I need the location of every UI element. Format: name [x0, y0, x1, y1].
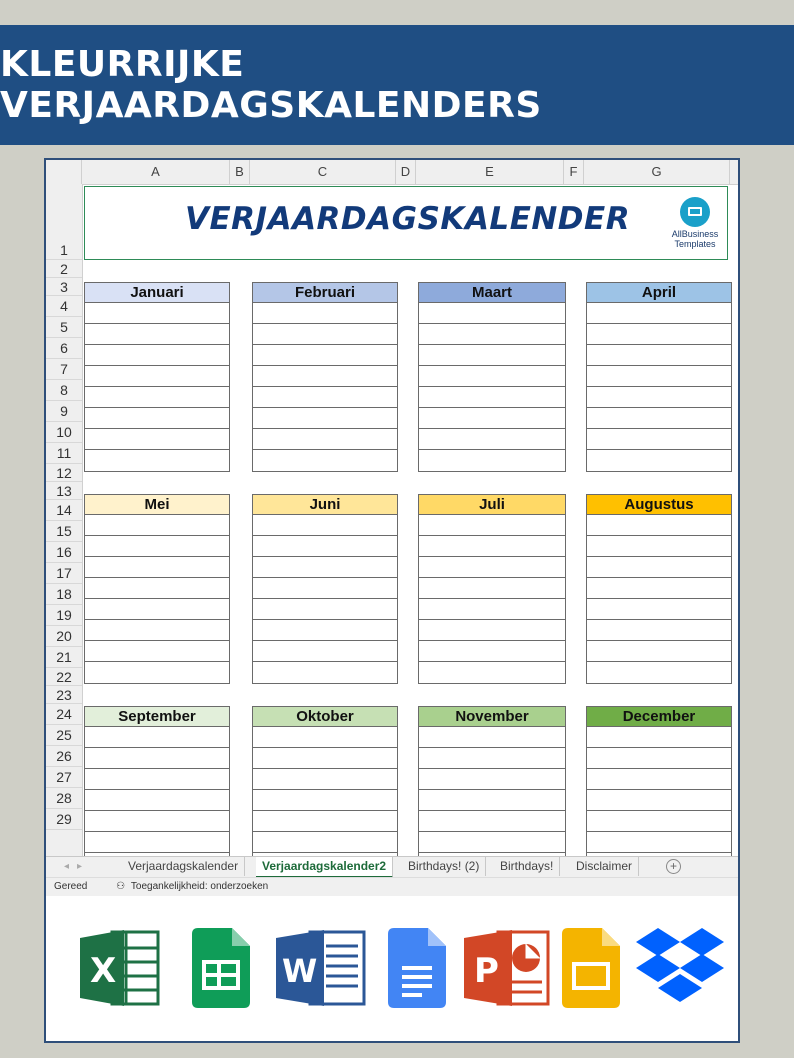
- month-header[interactable]: Augustus: [587, 495, 731, 515]
- month-entry-cell[interactable]: [419, 620, 565, 641]
- month-entry-cell[interactable]: [419, 366, 565, 387]
- tab-verjaardagskalender2[interactable]: Verjaardagskalender2: [256, 857, 393, 878]
- month-entry-cell[interactable]: [587, 303, 731, 324]
- row-header-14[interactable]: 14: [46, 500, 82, 521]
- month-entry-cell[interactable]: [253, 578, 397, 599]
- month-entry-cell[interactable]: [253, 450, 397, 471]
- month-header[interactable]: April: [587, 283, 731, 303]
- month-entry-cell[interactable]: [253, 599, 397, 620]
- month-entry-cell[interactable]: [85, 387, 229, 408]
- add-sheet-icon[interactable]: +: [666, 859, 681, 874]
- month-header[interactable]: Juli: [419, 495, 565, 515]
- month-entry-cell[interactable]: [587, 832, 731, 853]
- month-block-april[interactable]: [586, 282, 732, 472]
- month-header[interactable]: Oktober: [253, 707, 397, 727]
- row-header-20[interactable]: 20: [46, 626, 82, 647]
- row-header-17[interactable]: 17: [46, 563, 82, 584]
- row-header-26[interactable]: 26: [46, 746, 82, 767]
- excel-icon: [78, 926, 162, 1010]
- month-entry-cell[interactable]: [419, 408, 565, 429]
- month-entry-cell[interactable]: [253, 727, 397, 748]
- month-entry-cell[interactable]: [253, 303, 397, 324]
- month-entry-cell[interactable]: [419, 727, 565, 748]
- month-entry-cell[interactable]: [85, 366, 229, 387]
- month-entry-cell[interactable]: [85, 748, 229, 769]
- month-entry-cell[interactable]: [587, 599, 731, 620]
- tab-birthdays-2[interactable]: Birthdays! (2): [402, 857, 486, 876]
- month-entry-cell[interactable]: [587, 324, 731, 345]
- month-entry-cell[interactable]: [85, 557, 229, 578]
- month-entry-cell[interactable]: [587, 727, 731, 748]
- svg-text:P: P: [474, 951, 499, 991]
- month-block-mei[interactable]: [84, 494, 230, 684]
- spreadsheet-screenshot: [44, 158, 740, 1043]
- month-entry-cell[interactable]: [85, 303, 229, 324]
- month-block-juli[interactable]: [418, 494, 566, 684]
- row-header-15[interactable]: 15: [46, 521, 82, 542]
- month-entry-cell[interactable]: [253, 536, 397, 557]
- row-header-7[interactable]: 7: [46, 359, 82, 380]
- month-entry-cell[interactable]: [253, 641, 397, 662]
- month-entry-cell[interactable]: [85, 620, 229, 641]
- month-entry-cell[interactable]: [587, 429, 731, 450]
- month-entry-cell[interactable]: [253, 324, 397, 345]
- accessibility-icon[interactable]: ⚇: [116, 881, 126, 892]
- row-header-12[interactable]: 12: [46, 464, 82, 482]
- tab-verjaardagskalender[interactable]: Verjaardagskalender: [122, 857, 245, 876]
- month-entry-cell[interactable]: [419, 578, 565, 599]
- tab-scroll-arrows[interactable]: ◂▸: [64, 861, 91, 872]
- month-entry-cell[interactable]: [85, 345, 229, 366]
- row-header-10[interactable]: 10: [46, 422, 82, 443]
- month-entry-cell[interactable]: [419, 345, 565, 366]
- month-entry-cell[interactable]: [253, 832, 397, 853]
- column-header-b[interactable]: B: [230, 160, 250, 184]
- month-entry-cell[interactable]: [85, 536, 229, 557]
- month-block-juni[interactable]: [252, 494, 398, 684]
- month-header[interactable]: Februari: [253, 283, 397, 303]
- banner: [0, 25, 794, 145]
- row-header-21[interactable]: 21: [46, 647, 82, 668]
- month-entry-cell[interactable]: [253, 662, 397, 683]
- month-entry-cell[interactable]: [85, 769, 229, 790]
- google-docs-icon: [386, 928, 448, 1008]
- laptop-icon: [680, 197, 710, 227]
- month-entry-cell[interactable]: [587, 620, 731, 641]
- month-entry-cell[interactable]: [419, 303, 565, 324]
- month-entry-cell[interactable]: [85, 578, 229, 599]
- month-entry-cell[interactable]: [419, 832, 565, 853]
- month-entry-cell[interactable]: [419, 515, 565, 536]
- row-header-2[interactable]: 2: [46, 260, 82, 278]
- month-entry-cell[interactable]: [587, 578, 731, 599]
- row-header-25[interactable]: 25: [46, 725, 82, 746]
- month-block-januari[interactable]: [84, 282, 230, 472]
- row-header-11[interactable]: 11: [46, 443, 82, 464]
- month-entry-cell[interactable]: [419, 790, 565, 811]
- month-entry-cell[interactable]: [253, 769, 397, 790]
- month-entry-cell[interactable]: [85, 429, 229, 450]
- svg-text:W: W: [282, 952, 318, 990]
- month-entry-cell[interactable]: [419, 557, 565, 578]
- status-accessibility[interactable]: Toegankelijkheid: onderzoeken: [130, 881, 269, 892]
- month-header[interactable]: September: [85, 707, 229, 727]
- month-entry-cell[interactable]: [253, 515, 397, 536]
- month-entry-cell[interactable]: [85, 790, 229, 811]
- month-header[interactable]: Mei: [85, 495, 229, 515]
- sheet-tabs-bar: [46, 856, 738, 877]
- month-block-maart[interactable]: [418, 282, 566, 472]
- column-header-d[interactable]: D: [396, 160, 416, 184]
- month-entry-cell[interactable]: [253, 790, 397, 811]
- month-entry-cell[interactable]: [85, 727, 229, 748]
- status-bar: [46, 877, 738, 896]
- month-entry-cell[interactable]: [419, 599, 565, 620]
- month-entry-cell[interactable]: [419, 748, 565, 769]
- banner-title: KLEURRIJKE VERJAARDAGSKALENDERS: [0, 44, 542, 126]
- row-header-strip: [46, 184, 83, 860]
- month-header[interactable]: December: [587, 707, 731, 727]
- calendar-title: VERJAARDAGSKALENDER: [185, 201, 631, 237]
- row-header-18[interactable]: 18: [46, 584, 82, 605]
- month-entry-cell[interactable]: [419, 536, 565, 557]
- month-entry-cell[interactable]: [587, 641, 731, 662]
- month-entry-cell[interactable]: [85, 408, 229, 429]
- month-entry-cell[interactable]: [85, 599, 229, 620]
- month-entry-cell[interactable]: [85, 662, 229, 683]
- month-entry-cell[interactable]: [253, 387, 397, 408]
- month-entry-cell[interactable]: [587, 387, 731, 408]
- month-entry-cell[interactable]: [253, 408, 397, 429]
- month-entry-cell[interactable]: [253, 811, 397, 832]
- month-entry-cell[interactable]: [587, 345, 731, 366]
- word-icon: [274, 926, 368, 1010]
- column-header-e[interactable]: E: [416, 160, 564, 184]
- row-header-28[interactable]: 28: [46, 788, 82, 809]
- month-entry-cell[interactable]: [587, 450, 731, 471]
- month-entry-cell[interactable]: [253, 620, 397, 641]
- month-entry-cell[interactable]: [253, 345, 397, 366]
- month-header[interactable]: Januari: [85, 283, 229, 303]
- app-icons-area: [46, 900, 738, 1041]
- month-entry-cell[interactable]: [587, 662, 731, 683]
- month-header[interactable]: November: [419, 707, 565, 727]
- month-entry-cell[interactable]: [253, 429, 397, 450]
- month-entry-cell[interactable]: [419, 641, 565, 662]
- month-entry-cell[interactable]: [419, 450, 565, 471]
- column-header-c[interactable]: C: [250, 160, 396, 184]
- month-entry-cell[interactable]: [85, 832, 229, 853]
- tab-birthdays[interactable]: Birthdays!: [494, 857, 560, 876]
- month-entry-cell[interactable]: [253, 748, 397, 769]
- month-entry-cell[interactable]: [85, 515, 229, 536]
- title-cell[interactable]: [84, 186, 728, 260]
- row-header-23[interactable]: 23: [46, 686, 82, 704]
- month-header[interactable]: Juni: [253, 495, 397, 515]
- month-entry-cell[interactable]: [419, 387, 565, 408]
- month-entry-cell[interactable]: [419, 662, 565, 683]
- month-entry-cell[interactable]: [253, 557, 397, 578]
- column-header-f[interactable]: F: [564, 160, 584, 184]
- row-header-5[interactable]: 5: [46, 317, 82, 338]
- month-entry-cell[interactable]: [587, 790, 731, 811]
- month-entry-cell[interactable]: [587, 811, 731, 832]
- month-header[interactable]: Maart: [419, 283, 565, 303]
- row-header-19[interactable]: 19: [46, 605, 82, 626]
- dropbox-icon: [632, 926, 728, 1010]
- month-block-augustus[interactable]: [586, 494, 732, 684]
- google-sheets-icon: [190, 928, 252, 1008]
- row-header-22[interactable]: 22: [46, 668, 82, 686]
- select-all-corner[interactable]: [46, 160, 82, 184]
- google-slides-icon: [560, 928, 622, 1008]
- row-header-4[interactable]: 4: [46, 296, 82, 317]
- row-header-29[interactable]: 29: [46, 809, 82, 830]
- row-header-6[interactable]: 6: [46, 338, 82, 359]
- svg-text:X: X: [90, 951, 117, 991]
- row-header-3[interactable]: 3: [46, 278, 82, 296]
- month-entry-cell[interactable]: [419, 769, 565, 790]
- month-entry-cell[interactable]: [587, 366, 731, 387]
- month-entry-cell[interactable]: [85, 811, 229, 832]
- row-header-16[interactable]: 16: [46, 542, 82, 563]
- month-entry-cell[interactable]: [85, 324, 229, 345]
- column-header-a[interactable]: A: [82, 160, 230, 184]
- allbusiness-logo: [665, 197, 725, 249]
- month-entry-cell[interactable]: [587, 408, 731, 429]
- logo-text-line2: Templates: [674, 239, 716, 249]
- tab-disclaimer[interactable]: Disclaimer: [570, 857, 639, 876]
- status-ready: Gereed: [54, 881, 88, 892]
- month-entry-cell[interactable]: [85, 641, 229, 662]
- row-header-24[interactable]: 24: [46, 704, 82, 725]
- month-entry-cell[interactable]: [587, 515, 731, 536]
- month-entry-cell[interactable]: [85, 450, 229, 471]
- logo-text-line1: AllBusiness: [671, 229, 719, 239]
- month-entry-cell[interactable]: [587, 748, 731, 769]
- month-entry-cell[interactable]: [253, 366, 397, 387]
- month-block-februari[interactable]: [252, 282, 398, 472]
- row-header-9[interactable]: 9: [46, 401, 82, 422]
- column-header-row: [46, 160, 738, 185]
- powerpoint-icon: [462, 926, 552, 1010]
- month-entry-cell[interactable]: [419, 429, 565, 450]
- month-entry-cell[interactable]: [419, 811, 565, 832]
- row-header-8[interactable]: 8: [46, 380, 82, 401]
- month-entry-cell[interactable]: [419, 324, 565, 345]
- row-header-27[interactable]: 27: [46, 767, 82, 788]
- month-entry-cell[interactable]: [587, 557, 731, 578]
- column-header-g[interactable]: G: [584, 160, 730, 184]
- month-entry-cell[interactable]: [587, 536, 731, 557]
- month-entry-cell[interactable]: [587, 769, 731, 790]
- spreadsheet-grid: [46, 160, 738, 860]
- row-header-13[interactable]: 13: [46, 482, 82, 500]
- row-header-1[interactable]: 1: [46, 184, 82, 260]
